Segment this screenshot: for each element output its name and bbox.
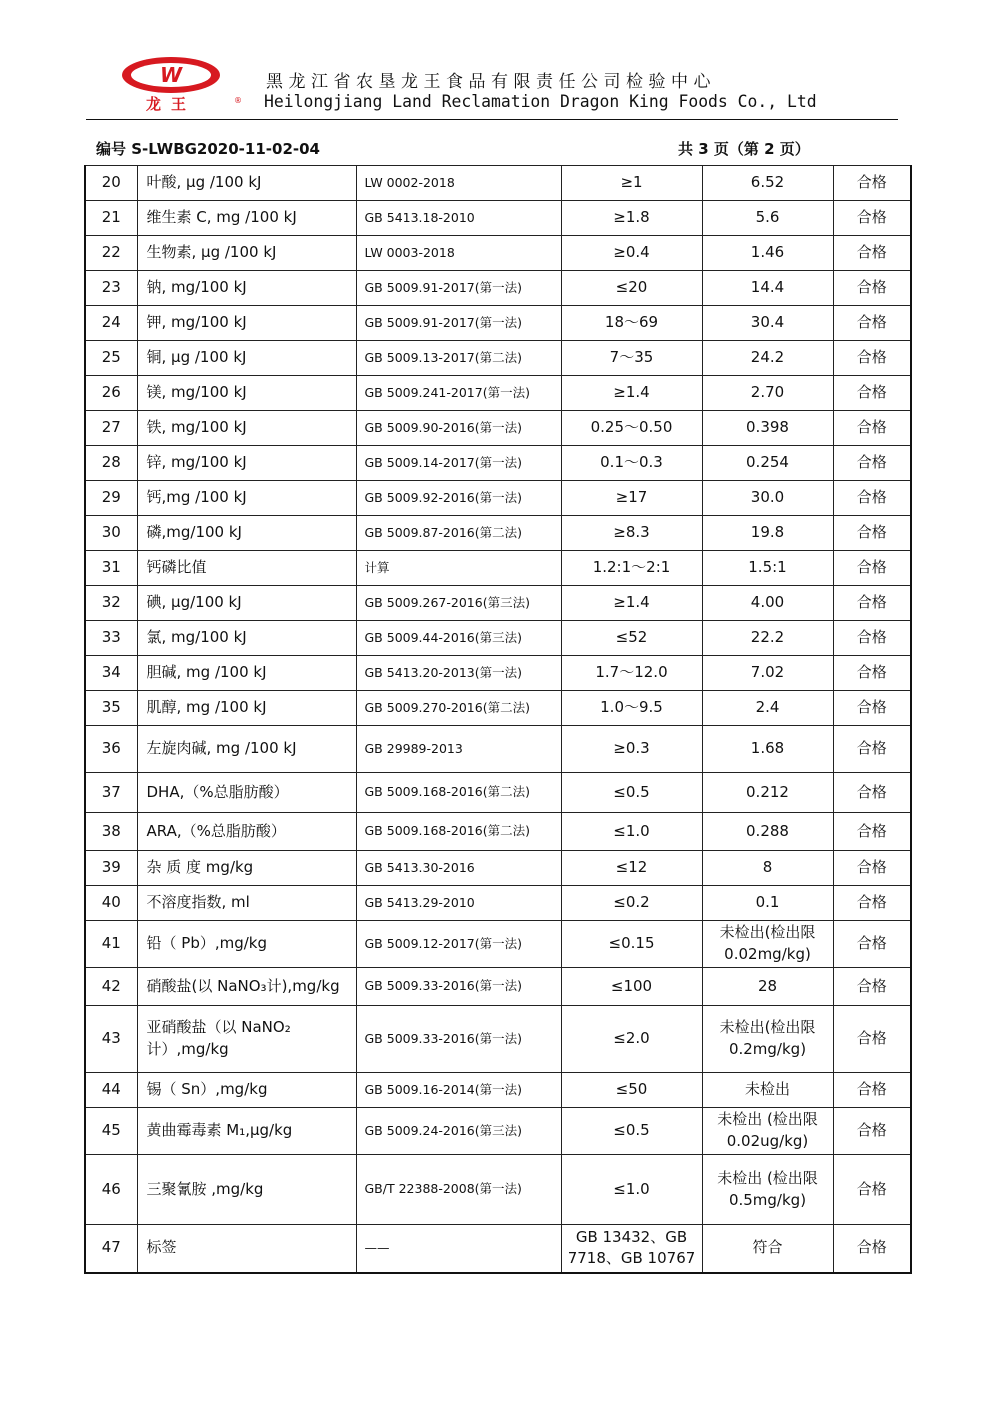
test-result-cell: 30.4 [702,306,833,341]
verdict-cell: 合格 [833,773,911,813]
test-result-cell: 0.398 [702,411,833,446]
standard-requirement-cell: 1.2:1～2:1 [561,551,702,586]
item-number-cell: 31 [85,551,137,586]
test-result-cell: 1.68 [702,726,833,773]
item-name-cell: 氯, mg/100 kJ [137,621,356,656]
table-row [85,306,911,341]
item-name-cell: 镁, mg/100 kJ [137,376,356,411]
item-name-cell: 铜, μg /100 kJ [137,341,356,376]
table-row [85,166,911,201]
table-row [85,481,911,516]
item-name-cell: 标签 [137,1225,356,1273]
item-name-cell: 不溶度指数, ml [137,886,356,921]
standard-requirement-cell: ≤12 [561,851,702,886]
item-number-cell: 35 [85,691,137,726]
table-row [85,813,911,851]
verdict-cell: 合格 [833,1108,911,1155]
test-result-cell: 2.70 [702,376,833,411]
table-row [85,271,911,306]
test-result-cell: 4.00 [702,586,833,621]
item-name-cell: 碘, μg/100 kJ [137,586,356,621]
verdict-cell: 合格 [833,271,911,306]
standard-requirement-cell: ≤0.5 [561,773,702,813]
item-number-cell: 46 [85,1155,137,1225]
item-number-cell: 29 [85,481,137,516]
test-result-cell: 6.52 [702,166,833,201]
item-name-cell: 钙磷比值 [137,551,356,586]
item-number-cell: 40 [85,886,137,921]
test-result-cell: 14.4 [702,271,833,306]
standard-requirement-cell: ≥1.4 [561,376,702,411]
table-row [85,551,911,586]
table-row [85,586,911,621]
test-method-cell: GB 5009.33-2016(第一法) [356,968,561,1006]
item-name-cell: 铁, mg/100 kJ [137,411,356,446]
svg-text:W: W [159,63,183,87]
table-row [85,656,911,691]
item-name-cell: 三聚氰胺 ,mg/kg [137,1155,356,1225]
company-name-en: Heilongjiang Land Reclamation Dragon King Foods Co., Ltd [264,92,817,111]
item-number-cell: 45 [85,1108,137,1155]
test-method-cell: GB 5413.30-2016 [356,851,561,886]
verdict-cell: 合格 [833,481,911,516]
standard-requirement-cell: ≤0.15 [561,921,702,968]
test-method-cell: GB 5009.168-2016(第二法) [356,813,561,851]
test-method-cell: GB 29989-2013 [356,726,561,773]
test-method-cell: LW 0002-2018 [356,166,561,201]
inspection-items-table [84,165,912,1274]
verdict-cell: 合格 [833,691,911,726]
test-result-cell: 0.212 [702,773,833,813]
item-name-cell: 磷,mg/100 kJ [137,516,356,551]
company-name-cn: 黑龙江省农垦龙王食品有限责任公司检验中心 [266,72,716,92]
verdict-cell: 合格 [833,586,911,621]
item-number-cell: 20 [85,166,137,201]
standard-requirement-cell: ≤2.0 [561,1006,702,1073]
test-result-cell: 28 [702,968,833,1006]
test-result-cell: 8 [702,851,833,886]
test-method-cell: 计算 [356,551,561,586]
verdict-cell: 合格 [833,551,911,586]
test-method-cell: GB 5009.90-2016(第一法) [356,411,561,446]
verdict-cell: 合格 [833,516,911,551]
table-row [85,691,911,726]
table-row [85,1155,911,1225]
standard-requirement-cell: ≤100 [561,968,702,1006]
test-method-cell: GB 5009.267-2016(第三法) [356,586,561,621]
verdict-cell: 合格 [833,1073,911,1108]
table-row [85,1073,911,1108]
document-number: 编号 S-LWBG2020-11-02-04 [96,140,320,158]
standard-requirement-cell: ≤1.0 [561,813,702,851]
test-result-cell: 24.2 [702,341,833,376]
verdict-cell: 合格 [833,621,911,656]
svg-text:®: ® [234,96,242,105]
item-name-cell: 锌, mg/100 kJ [137,446,356,481]
test-method-cell: GB 5009.92-2016(第一法) [356,481,561,516]
item-name-cell: 钾, mg/100 kJ [137,306,356,341]
test-method-cell: —— [356,1225,561,1273]
test-method-cell: GB/T 22388-2008(第一法) [356,1155,561,1225]
standard-requirement-cell: 1.0～9.5 [561,691,702,726]
table-row [85,516,911,551]
item-number-cell: 30 [85,516,137,551]
item-number-cell: 42 [85,968,137,1006]
verdict-cell: 合格 [833,376,911,411]
table-row [85,621,911,656]
inspection-items-body [85,166,911,1273]
test-result-cell: 未检出(检出限 0.2mg/kg) [702,1006,833,1073]
test-result-cell: 19.8 [702,516,833,551]
verdict-cell: 合格 [833,411,911,446]
standard-requirement-cell: ≥1.8 [561,201,702,236]
item-number-cell: 25 [85,341,137,376]
standard-requirement-cell: 7～35 [561,341,702,376]
verdict-cell: 合格 [833,236,911,271]
test-method-cell: GB 5009.168-2016(第二法) [356,773,561,813]
standard-requirement-cell: ≥1 [561,166,702,201]
test-result-cell: 未检出 (检出限 0.02ug/kg) [702,1108,833,1155]
verdict-cell: 合格 [833,201,911,236]
item-number-cell: 33 [85,621,137,656]
test-method-cell: GB 5413.18-2010 [356,201,561,236]
page-indicator: 共 3 页（第 2 页） [678,140,810,158]
verdict-cell: 合格 [833,726,911,773]
test-method-cell: GB 5413.29-2010 [356,886,561,921]
item-number-cell: 43 [85,1006,137,1073]
test-method-cell: GB 5009.91-2017(第一法) [356,271,561,306]
standard-requirement-cell: ≤50 [561,1073,702,1108]
test-method-cell: GB 5009.91-2017(第一法) [356,306,561,341]
table-row [85,773,911,813]
test-result-cell: 7.02 [702,656,833,691]
test-result-cell: 0.1 [702,886,833,921]
verdict-cell: 合格 [833,446,911,481]
item-name-cell: 硝酸盐(以 NaNO₃计),mg/kg [137,968,356,1006]
item-name-cell: 锡（ Sn）,mg/kg [137,1073,356,1108]
verdict-cell: 合格 [833,968,911,1006]
item-name-cell: 钙,mg /100 kJ [137,481,356,516]
standard-requirement-cell: 18～69 [561,306,702,341]
item-number-cell: 34 [85,656,137,691]
test-method-cell: GB 5009.13-2017(第二法) [356,341,561,376]
standard-requirement-cell: ≥1.4 [561,586,702,621]
test-result-cell: 1.46 [702,236,833,271]
item-number-cell: 23 [85,271,137,306]
table-row [85,1108,911,1155]
item-number-cell: 26 [85,376,137,411]
test-method-cell: GB 5009.24-2016(第三法) [356,1108,561,1155]
test-method-cell: GB 5009.241-2017(第一法) [356,376,561,411]
test-result-cell: 未检出 (检出限 0.5mg/kg) [702,1155,833,1225]
item-number-cell: 32 [85,586,137,621]
table-row [85,236,911,271]
test-result-cell: 30.0 [702,481,833,516]
item-number-cell: 21 [85,201,137,236]
standard-requirement-cell: ≥17 [561,481,702,516]
item-number-cell: 47 [85,1225,137,1273]
item-name-cell: 亚硝酸盐（以 NaNO₂ 计）,mg/kg [137,1006,356,1073]
table-row [85,376,911,411]
test-result-cell: 未检出 [702,1073,833,1108]
test-result-cell: 未检出(检出限 0.02mg/kg) [702,921,833,968]
item-name-cell: 肌醇, mg /100 kJ [137,691,356,726]
test-result-cell: 2.4 [702,691,833,726]
item-name-cell: 左旋肉碱, mg /100 kJ [137,726,356,773]
table-row [85,201,911,236]
test-method-cell: GB 5009.33-2016(第一法) [356,1006,561,1073]
table-row [85,1225,911,1273]
item-name-cell: 胆碱, mg /100 kJ [137,656,356,691]
verdict-cell: 合格 [833,1155,911,1225]
test-method-cell: GB 5413.20-2013(第一法) [356,656,561,691]
test-result-cell: 22.2 [702,621,833,656]
test-method-cell: LW 0003-2018 [356,236,561,271]
test-result-cell: 1.5:1 [702,551,833,586]
standard-requirement-cell: ≥0.3 [561,726,702,773]
standard-requirement-cell: ≥0.4 [561,236,702,271]
test-method-cell: GB 5009.16-2014(第一法) [356,1073,561,1108]
table-row [85,341,911,376]
item-number-cell: 37 [85,773,137,813]
verdict-cell: 合格 [833,166,911,201]
test-method-cell: GB 5009.87-2016(第二法) [356,516,561,551]
header-divider [86,119,898,120]
item-name-cell: 黄曲霉毒素 M₁,μg/kg [137,1108,356,1155]
item-name-cell: DHA,（%总脂肪酸） [137,773,356,813]
item-number-cell: 27 [85,411,137,446]
dragon-king-logo [118,55,248,113]
item-name-cell: 杂 质 度 mg/kg [137,851,356,886]
report-header [0,0,992,122]
table-row [85,921,911,968]
standard-requirement-cell: 0.25～0.50 [561,411,702,446]
table-row [85,968,911,1006]
item-number-cell: 44 [85,1073,137,1108]
standard-requirement-cell: 0.1～0.3 [561,446,702,481]
item-number-cell: 22 [85,236,137,271]
test-result-cell: 符合 [702,1225,833,1273]
standard-requirement-cell: ≤0.2 [561,886,702,921]
test-method-cell: GB 5009.44-2016(第三法) [356,621,561,656]
test-method-cell: GB 5009.12-2017(第一法) [356,921,561,968]
item-name-cell: 铅（ Pb）,mg/kg [137,921,356,968]
verdict-cell: 合格 [833,813,911,851]
verdict-cell: 合格 [833,306,911,341]
item-name-cell: 钠, mg/100 kJ [137,271,356,306]
test-result-cell: 5.6 [702,201,833,236]
item-number-cell: 24 [85,306,137,341]
verdict-cell: 合格 [833,656,911,691]
standard-requirement-cell: GB 13432、GB 7718、GB 10767 [561,1225,702,1273]
standard-requirement-cell: 1.7～12.0 [561,656,702,691]
test-method-cell: GB 5009.270-2016(第二法) [356,691,561,726]
table-row [85,446,911,481]
verdict-cell: 合格 [833,341,911,376]
item-number-cell: 28 [85,446,137,481]
item-number-cell: 36 [85,726,137,773]
table-row [85,411,911,446]
table-row [85,726,911,773]
item-name-cell: 叶酸, μg /100 kJ [137,166,356,201]
item-name-cell: 维生素 C, mg /100 kJ [137,201,356,236]
table-row [85,851,911,886]
verdict-cell: 合格 [833,1006,911,1073]
standard-requirement-cell: ≤1.0 [561,1155,702,1225]
test-result-cell: 0.254 [702,446,833,481]
item-number-cell: 41 [85,921,137,968]
verdict-cell: 合格 [833,1225,911,1273]
item-number-cell: 38 [85,813,137,851]
table-row [85,1006,911,1073]
standard-requirement-cell: ≥8.3 [561,516,702,551]
item-number-cell: 39 [85,851,137,886]
svg-text:龙王: 龙王 [145,95,197,113]
verdict-cell: 合格 [833,886,911,921]
item-name-cell: 生物素, μg /100 kJ [137,236,356,271]
item-name-cell: ARA,（%总脂肪酸） [137,813,356,851]
standard-requirement-cell: ≤20 [561,271,702,306]
standard-requirement-cell: ≤52 [561,621,702,656]
test-method-cell: GB 5009.14-2017(第一法) [356,446,561,481]
table-row [85,886,911,921]
test-result-cell: 0.288 [702,813,833,851]
verdict-cell: 合格 [833,851,911,886]
verdict-cell: 合格 [833,921,911,968]
standard-requirement-cell: ≤0.5 [561,1108,702,1155]
